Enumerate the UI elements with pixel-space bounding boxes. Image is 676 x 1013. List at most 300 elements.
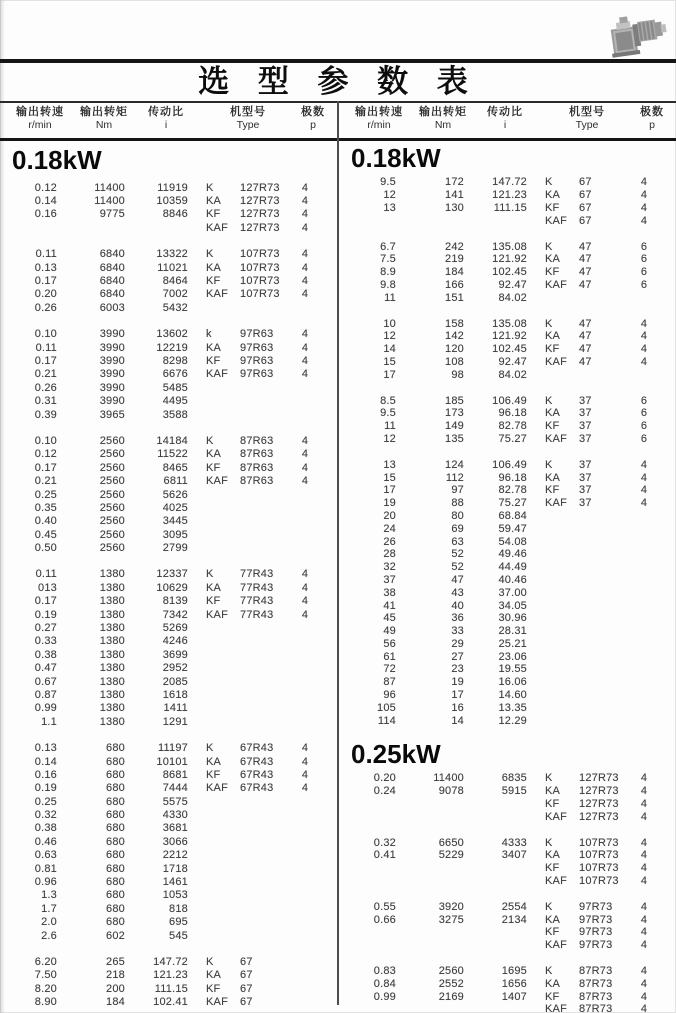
cell-ratio: 84.02 [498, 368, 527, 381]
cell-output-speed: 0.11 [35, 248, 57, 261]
table-row [339, 240, 676, 253]
cell-model-prefix: KF [545, 990, 560, 1003]
cell-output-speed: 0.41 [373, 849, 396, 862]
cell-model-size: 67 [579, 201, 592, 214]
table-block [339, 176, 676, 227]
cell-output-torque: 2560 [99, 448, 125, 461]
table-block [0, 955, 337, 1009]
cell-model-prefix: KAF [545, 939, 567, 952]
cell-ratio: 102.45 [492, 266, 527, 279]
cell-poles: 4 [301, 595, 309, 608]
cell-model-size: 107R73 [579, 875, 619, 888]
table-row [0, 288, 337, 301]
cell-output-torque: 6840 [99, 261, 125, 274]
cell-output-speed: 0.16 [34, 768, 57, 781]
cell-ratio: 2134 [501, 913, 527, 926]
table-row [0, 635, 337, 648]
cell-poles: 4 [640, 798, 648, 811]
cell-output-speed: 8.90 [34, 996, 57, 1009]
cell-model-prefix: KF [206, 354, 221, 367]
cell-output-torque: 158 [445, 317, 464, 330]
cell-output-speed: 0.19 [34, 782, 57, 795]
cell-output-torque: 219 [445, 253, 464, 266]
cell-output-speed: 0.55 [373, 900, 396, 913]
cell-output-torque: 680 [106, 809, 125, 822]
table-row [339, 356, 676, 369]
cell-output-speed: 0.63 [34, 849, 57, 862]
cell-output-torque: 11400 [433, 772, 464, 785]
table-row [339, 330, 676, 343]
cell-output-speed: 0.67 [34, 675, 57, 688]
cell-output-torque: 1380 [99, 622, 125, 635]
table-row [339, 433, 676, 446]
cell-model-size: 97R73 [579, 913, 613, 926]
cell-output-torque: 1380 [99, 568, 125, 581]
table-row [339, 663, 676, 676]
cell-ratio: 1461 [162, 876, 188, 889]
cell-output-torque: 680 [106, 822, 125, 835]
cell-output-speed: 0.99 [34, 702, 57, 715]
cell-model-size: 97R63 [240, 368, 274, 381]
cell-ratio: 12.29 [498, 714, 527, 727]
cell-output-torque: 6840 [99, 248, 125, 261]
cell-poles: 4 [301, 275, 309, 288]
cell-ratio: 4246 [162, 635, 188, 648]
cell-output-speed: 0.83 [373, 965, 396, 978]
cell-output-torque: 2560 [99, 528, 125, 541]
cell-model-size: 67R43 [240, 768, 274, 781]
cell-output-torque: 602 [106, 929, 125, 942]
cell-ratio: 8298 [162, 354, 188, 367]
cell-output-speed: 0.26 [34, 381, 57, 394]
cell-ratio: 111.15 [154, 982, 188, 995]
cell-output-torque: 52 [451, 561, 464, 574]
cell-model-prefix: KF [545, 420, 560, 433]
cell-poles: 4 [640, 939, 648, 952]
cell-output-speed: 12 [383, 432, 396, 445]
cell-output-speed: 87 [383, 676, 396, 689]
cell-model-prefix: k [206, 328, 212, 341]
table-row [0, 822, 337, 835]
cell-output-torque: 16 [451, 701, 464, 714]
cell-output-speed: 28 [383, 548, 396, 561]
table-row [339, 189, 676, 202]
cell-model-prefix: KAF [545, 432, 567, 445]
cell-model-size: 127R73 [240, 221, 280, 234]
cell-model-prefix: K [545, 176, 553, 189]
cell-ratio: 1695 [501, 965, 527, 978]
cell-ratio: 5485 [162, 381, 188, 394]
cell-output-speed: 2.6 [41, 929, 57, 942]
cell-output-speed: 0.20 [373, 772, 396, 785]
cell-model-size: 107R73 [240, 261, 280, 274]
cell-ratio: 19.55 [498, 663, 527, 676]
cell-output-speed: 1.7 [41, 902, 57, 915]
table-row [339, 510, 676, 523]
cell-ratio: 11522 [157, 448, 188, 461]
cell-output-speed: 013 [38, 581, 57, 594]
cell-ratio: 695 [169, 916, 188, 929]
cell-ratio: 147.72 [153, 956, 188, 968]
cell-ratio: 96.18 [498, 471, 527, 484]
cell-output-torque: 23 [451, 663, 464, 676]
table-row [0, 795, 337, 808]
cell-model-size: 37 [579, 420, 592, 433]
cell-ratio: 11021 [157, 261, 188, 274]
cell-output-speed: 8.9 [380, 266, 396, 279]
cell-ratio: 135.08 [492, 317, 527, 330]
cell-output-torque: 2560 [99, 488, 125, 501]
cell-poles: 4 [301, 475, 309, 488]
table-row [339, 535, 676, 548]
cell-output-torque: 1380 [99, 608, 125, 621]
cell-ratio: 1718 [162, 862, 188, 875]
cell-model-size: 67R43 [240, 755, 274, 768]
cell-ratio: 102.45 [492, 343, 527, 356]
cell-model-size: 107R73 [579, 836, 619, 849]
cell-model-prefix: KAF [545, 214, 567, 227]
cell-output-torque: 40 [451, 599, 464, 612]
cell-ratio: 7002 [162, 288, 188, 301]
cell-poles: 4 [640, 343, 648, 356]
table-row [339, 458, 676, 471]
table-row [0, 768, 337, 781]
cell-ratio: 8846 [162, 208, 188, 221]
cell-ratio: 82.78 [498, 420, 527, 433]
cell-model-prefix: KF [545, 926, 560, 939]
table-row [0, 341, 337, 354]
cell-output-torque: 1380 [99, 581, 125, 594]
cell-model-prefix: KAF [206, 782, 228, 795]
cell-model-prefix: KA [206, 195, 222, 208]
cell-output-torque: 120 [445, 343, 464, 356]
cell-output-torque: 680 [106, 782, 125, 795]
cell-model-size: 87R73 [579, 1003, 613, 1013]
cell-model-size: 67 [240, 996, 253, 1009]
table-row [339, 849, 676, 862]
cell-output-torque: 27 [451, 650, 464, 663]
cell-output-torque: 36 [451, 612, 464, 625]
cell-model-prefix: K [206, 742, 214, 755]
table-row [339, 798, 676, 811]
cell-model-prefix: KF [206, 461, 221, 474]
cell-model-prefix: KA [545, 471, 561, 484]
cell-model-size: 107R73 [579, 849, 619, 862]
cell-poles: 4 [301, 221, 309, 234]
table-row [339, 913, 676, 926]
table-row [0, 528, 337, 541]
table-row [0, 969, 337, 982]
cell-poles: 4 [640, 849, 648, 862]
cell-output-speed: 0.10 [34, 434, 57, 447]
cell-ratio: 11197 [158, 742, 188, 755]
cell-output-torque: 9078 [438, 785, 464, 798]
cell-poles: 6 [640, 253, 648, 266]
table-row [339, 836, 676, 849]
cell-output-torque: 11400 [94, 195, 125, 208]
cell-model-prefix: KAF [206, 608, 228, 621]
cell-model-size: 37 [579, 497, 592, 510]
cell-output-speed: 1.3 [41, 889, 57, 902]
cell-output-torque: 130 [445, 201, 464, 214]
cell-output-speed: 9.5 [380, 176, 396, 189]
cell-output-speed: 0.24 [373, 785, 396, 798]
cell-poles: 4 [301, 461, 309, 474]
cell-ratio: 49.46 [498, 548, 527, 561]
cell-output-torque: 173 [445, 407, 464, 420]
cell-output-speed: 13 [383, 201, 396, 214]
cell-output-speed: 0.45 [34, 528, 57, 541]
cell-output-torque: 141 [445, 189, 464, 202]
cell-output-torque: 151 [445, 291, 464, 304]
cell-output-torque: 3990 [99, 341, 125, 354]
table-row [0, 688, 337, 701]
cell-ratio: 23.06 [498, 650, 527, 663]
table-row [0, 702, 337, 715]
cell-model-size: 87R73 [579, 990, 613, 1003]
table-block [339, 458, 676, 727]
cell-output-torque: 3990 [99, 381, 125, 394]
cell-model-prefix: KA [545, 330, 561, 343]
cell-output-speed: 0.66 [373, 913, 396, 926]
cell-output-torque: 6650 [438, 836, 464, 849]
cell-output-speed: 17 [383, 484, 396, 497]
cell-ratio: 30.96 [498, 612, 527, 625]
cell-output-speed: 0.14 [34, 755, 57, 768]
cell-model-size: 67 [579, 176, 592, 189]
table-row [339, 599, 676, 612]
cell-model-size: 47 [579, 266, 592, 279]
cell-output-speed: 26 [383, 535, 396, 548]
table-row [0, 849, 337, 862]
col-header-ratio: 传动比 i [487, 106, 523, 131]
table-row [0, 955, 337, 968]
cell-output-torque: 3990 [99, 368, 125, 381]
cell-poles: 4 [301, 288, 309, 301]
cell-output-speed: 0.39 [34, 408, 57, 421]
table-row [0, 982, 337, 995]
cell-model-prefix: KAF [206, 221, 228, 234]
cell-poles: 4 [301, 368, 309, 381]
col-header-torque: 输出转矩 Nm [80, 106, 128, 131]
cell-output-speed: 15 [383, 471, 396, 484]
cell-poles: 4 [640, 317, 648, 330]
table-row [339, 291, 676, 304]
table-row [0, 368, 337, 381]
cell-model-prefix: KA [545, 189, 561, 202]
cell-output-torque: 43 [451, 586, 464, 599]
table-row [0, 194, 337, 207]
table-row [339, 900, 676, 913]
cell-output-torque: 184 [106, 996, 125, 1009]
cell-ratio: 68.84 [498, 509, 527, 522]
table-row [0, 394, 337, 407]
cell-output-torque: 1380 [99, 702, 125, 715]
table-row [339, 394, 676, 407]
cell-output-speed: 7.5 [380, 253, 396, 266]
cell-output-speed: 45 [383, 612, 396, 625]
cell-output-speed: 0.14 [34, 195, 57, 208]
table-row [339, 368, 676, 381]
cell-model-prefix: K [545, 772, 553, 785]
cell-ratio: 135.08 [492, 240, 527, 253]
cell-ratio: 10359 [156, 195, 188, 208]
cell-output-speed: 1.1 [41, 715, 57, 728]
cell-model-prefix: K [206, 434, 214, 447]
table-row [0, 381, 337, 394]
cell-ratio: 3095 [162, 528, 188, 541]
cell-ratio: 25.21 [498, 637, 527, 650]
table-row [339, 625, 676, 638]
cell-output-torque: 1380 [99, 648, 125, 661]
cell-model-size: 97R63 [240, 328, 274, 341]
cell-output-torque: 184 [445, 266, 464, 279]
cell-ratio: 59.47 [498, 522, 527, 535]
cell-poles: 4 [301, 341, 309, 354]
cell-model-size: 97R63 [240, 341, 274, 354]
cell-output-torque: 3990 [99, 354, 125, 367]
cell-output-torque: 3275 [438, 913, 464, 926]
table-block [0, 248, 337, 315]
cell-model-size: 127R73 [579, 772, 619, 785]
cell-poles: 4 [640, 1003, 648, 1013]
cell-poles: 4 [640, 497, 648, 510]
cell-model-size: 127R73 [579, 810, 619, 823]
cell-model-prefix: KAF [206, 475, 228, 488]
table-row [0, 208, 337, 221]
table-block [0, 328, 337, 422]
cell-output-speed: 0.32 [34, 809, 57, 822]
table-block [339, 836, 676, 887]
cell-ratio: 3588 [162, 408, 188, 421]
cell-poles: 4 [640, 176, 648, 189]
cell-model-size: 107R73 [240, 275, 280, 288]
table-row [339, 548, 676, 561]
cell-model-prefix: KA [206, 755, 222, 768]
cell-model-prefix: K [545, 900, 553, 913]
cell-model-prefix: KA [206, 448, 222, 461]
cell-output-speed: 0.35 [34, 501, 57, 514]
table-block [339, 317, 676, 381]
section-heading: 0.25kW [351, 739, 441, 770]
table-row [0, 354, 337, 367]
cell-model-size: 127R73 [579, 785, 619, 798]
cell-output-speed: 0.96 [34, 876, 57, 889]
cell-output-torque: 149 [445, 420, 464, 433]
cell-model-size: 37 [579, 394, 592, 407]
cell-output-speed: 0.17 [34, 275, 57, 288]
table-row [0, 662, 337, 675]
cell-poles: 6 [640, 407, 648, 420]
cell-model-prefix: KAF [545, 278, 567, 291]
cell-ratio: 121.23 [492, 189, 527, 202]
cell-ratio: 16.06 [498, 676, 527, 689]
cell-ratio: 37.00 [498, 586, 527, 599]
table-row [0, 741, 337, 754]
cell-poles: 4 [640, 471, 648, 484]
section-heading: 0.18kW [12, 145, 102, 175]
table-row [339, 266, 676, 279]
cell-output-torque: 6840 [99, 275, 125, 288]
cell-ratio: 147.72 [492, 176, 527, 189]
cell-output-speed: 0.20 [34, 288, 57, 301]
cell-output-speed: 0.27 [34, 622, 57, 635]
col-header-model: 机型号 Type [569, 106, 605, 131]
table-row [0, 808, 337, 821]
cell-output-torque: 2560 [99, 515, 125, 528]
cell-model-size: 97R73 [579, 900, 613, 913]
cell-output-speed: 114 [377, 714, 396, 727]
table-row [0, 221, 337, 234]
cell-output-torque: 2560 [438, 965, 464, 978]
cell-output-speed: 38 [383, 586, 396, 599]
cell-poles: 4 [640, 977, 648, 990]
cell-output-speed: 6.7 [380, 240, 396, 253]
cell-ratio: 92.47 [498, 355, 527, 368]
cell-output-torque: 88 [451, 497, 464, 510]
cell-ratio: 818 [169, 902, 188, 915]
cell-output-speed: 0.17 [34, 461, 57, 474]
cell-output-torque: 1380 [99, 635, 125, 648]
cell-model-size: 47 [579, 240, 592, 253]
cell-output-torque: 3990 [99, 395, 125, 408]
cell-ratio: 1656 [501, 977, 527, 990]
cell-poles: 4 [640, 214, 648, 227]
cell-ratio: 8464 [162, 275, 188, 288]
table-row [0, 595, 337, 608]
cell-output-speed: 8.20 [34, 982, 57, 995]
col-header-torque: 输出转矩 Nm [419, 106, 467, 131]
cell-poles: 4 [640, 965, 648, 978]
cell-model-size: 47 [579, 253, 592, 266]
cell-model-prefix: KF [545, 201, 560, 214]
cell-output-torque: 680 [106, 742, 125, 755]
table-row [0, 434, 337, 447]
cell-ratio: 92.47 [498, 278, 527, 291]
table-header-left [0, 103, 337, 137]
cell-output-speed: 0.21 [34, 475, 57, 488]
cell-model-prefix: KA [545, 913, 561, 926]
cell-model-prefix: K [545, 394, 553, 407]
cell-output-torque: 2560 [99, 461, 125, 474]
cell-output-torque: 2169 [438, 990, 464, 1003]
cell-model-size: 87R63 [240, 461, 274, 474]
cell-model-prefix: KA [545, 253, 561, 266]
table-row [339, 977, 676, 990]
cell-output-torque: 5229 [438, 849, 464, 862]
cell-poles: 4 [640, 836, 648, 849]
gearmotor-photo-icon [606, 12, 670, 62]
cell-output-torque: 124 [445, 458, 464, 471]
cell-ratio: 5269 [162, 622, 188, 635]
cell-poles: 4 [301, 581, 309, 594]
cell-output-speed: 17 [383, 368, 396, 381]
cell-ratio: 34.05 [498, 599, 527, 612]
cell-model-prefix: KA [545, 407, 561, 420]
col-header-speed: 输出转速 r/min [355, 106, 403, 131]
cell-poles: 4 [640, 201, 648, 214]
table-row [339, 689, 676, 702]
page-title: 选 型 参 数 表 [198, 64, 478, 99]
cell-model-size: 77R43 [240, 595, 274, 608]
cell-ratio: 5575 [162, 795, 188, 808]
table-row [339, 650, 676, 663]
cell-output-torque: 98 [451, 368, 464, 381]
table-block [339, 900, 676, 951]
cell-ratio: 75.27 [498, 497, 527, 510]
cell-poles: 4 [640, 772, 648, 785]
cell-poles: 4 [640, 484, 648, 497]
